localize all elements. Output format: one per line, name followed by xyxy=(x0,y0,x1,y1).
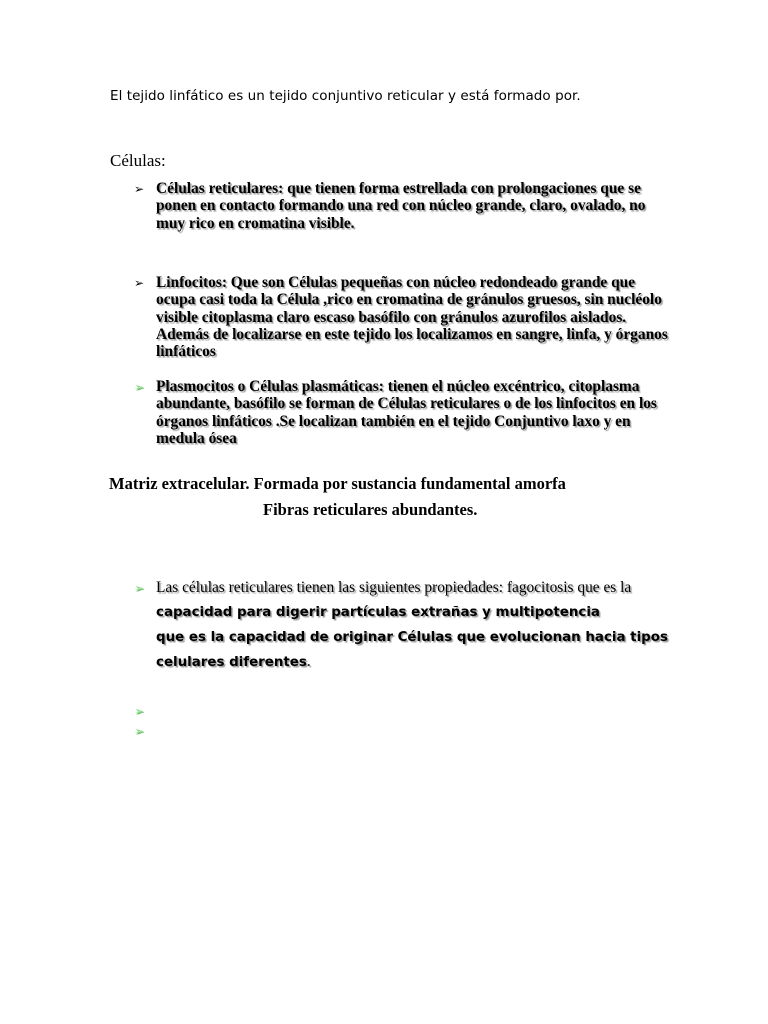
properties-text-part4: de originar Células que evolucionan hacia tipos celulares diferentes xyxy=(156,630,668,670)
matrix-fibers: Fibras reticulares abundantes. xyxy=(263,500,478,519)
bullet-text-plasma-cells: Plasmocitos o Células plasmáticas: tienen el núcleo excéntrico, citoplasma abundante, basófilo se forman de Células reticulares o de los linfocitos en los órganos linfáticos .Se localizan también en el tejido Conjuntivo laxo y en medula ósea xyxy=(156,378,657,447)
green-arrow-bullet-icon: ➢ xyxy=(134,724,145,738)
bullet-text-reticular-cells: Células reticulares: que tienen forma estrellada con prolongaciones que se ponen en contacto formando una red con núcleo grande, claro, ovalado, no muy rico en cromatina visible. xyxy=(156,180,646,232)
green-arrow-bullet-icon: ➢ xyxy=(134,581,145,595)
matrix-heading: Matriz extracelular. Formada por sustancia fundamental amorfa xyxy=(109,474,566,493)
arrow-bullet-icon: ➢ xyxy=(134,182,145,196)
properties-text-part5: . xyxy=(306,653,311,670)
empty-list-item xyxy=(134,722,144,740)
intro-text: El tejido linfático es un tejido conjuntivo reticular y está formado por. xyxy=(110,88,581,104)
cells-heading: Células: xyxy=(110,151,166,170)
green-arrow-bullet-icon: ➢ xyxy=(134,704,145,718)
arrow-bullet-icon: ➢ xyxy=(134,276,145,290)
properties-text-part1: Las células reticulares tienen las siguientes propiedades: fagocitosis que es la xyxy=(156,579,632,596)
bullet-text-lymphocytes: Linfocitos: Que son Células pequeñas con núcleo redondeado grande que ocupa casi toda la Célula ,rico en cromatina de gránulos gruesos, sin nucléolo visible citoplasma claro escaso basófilo con gránulos azurofilos aislados. Además de localizarse en este tejido los localizamos en sangre, linfa, y órganos linfáticos xyxy=(156,274,668,361)
properties-text-part3: que es la capacidad xyxy=(156,630,306,645)
bullet-text-properties xyxy=(156,576,671,675)
empty-list-item xyxy=(134,702,144,720)
green-arrow-bullet-icon: ➢ xyxy=(134,380,145,394)
properties-text-part2: capacidad para digerir partículas extrañas y multipotencia xyxy=(156,605,600,620)
